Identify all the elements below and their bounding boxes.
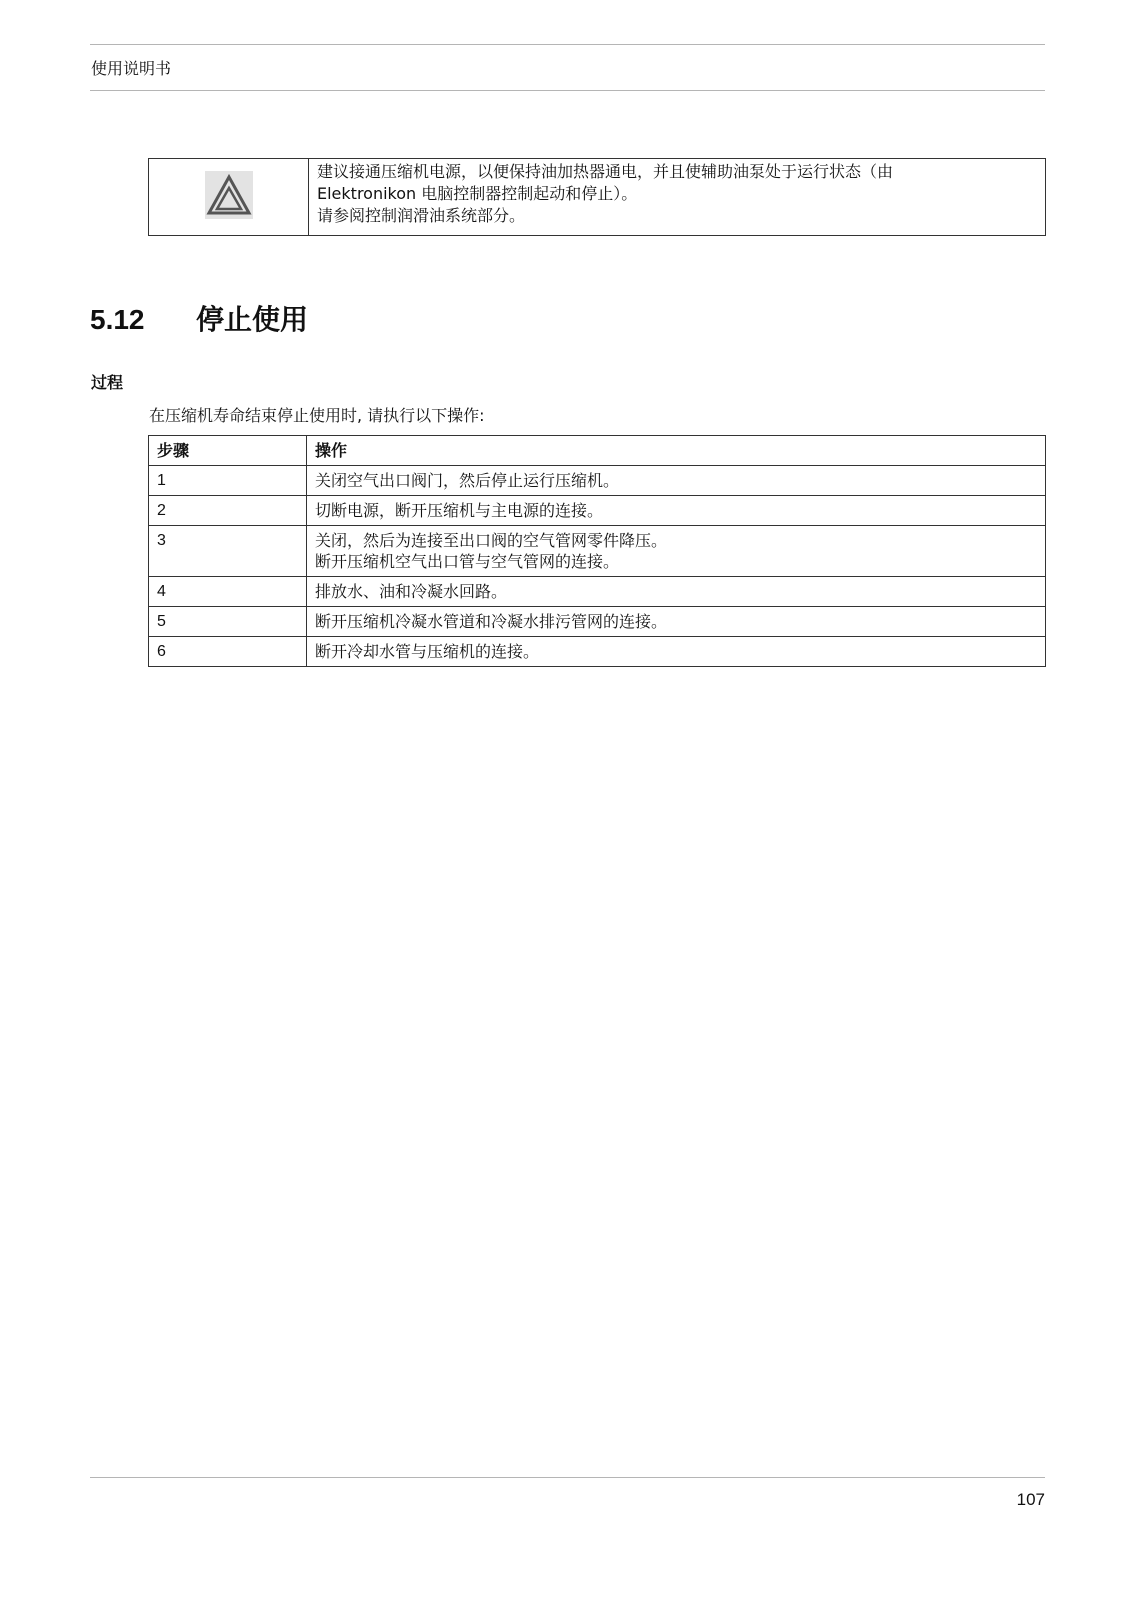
step-action [307, 526, 1046, 577]
table-header-row [149, 436, 1046, 466]
table-row [149, 526, 1046, 577]
step-action [307, 607, 1046, 637]
step-action [307, 496, 1046, 526]
action-line: 断开压缩机冷凝水管道和冷凝水排污管网的连接。 [315, 612, 668, 631]
step-number: 1 [149, 466, 307, 496]
column-header-action: 操作 [307, 436, 1046, 466]
note-text [309, 159, 1046, 236]
procedure-heading: 过程 [91, 373, 124, 392]
table-row [149, 466, 1046, 496]
step-action [307, 577, 1046, 607]
note-line: Elektronikon 电脑控制器控制起动和停止）。 [317, 184, 638, 203]
step-action [307, 466, 1046, 496]
procedure-intro: 在压缩机寿命结束停止使用时, 请执行以下操作: [149, 406, 485, 425]
step-number: 5 [149, 607, 307, 637]
action-line: 关闭，然后为连接至出口阀的空气管网零件降压。 [315, 531, 668, 550]
section-heading [90, 298, 308, 338]
step-action [307, 637, 1046, 667]
action-line: 关闭空气出口阀门，然后停止运行压缩机。 [315, 471, 620, 490]
warning-triangle-icon [205, 171, 253, 219]
steps-table [148, 435, 1046, 667]
column-header-step: 步骤 [149, 436, 307, 466]
action-line: 切断电源，断开压缩机与主电源的连接。 [315, 501, 604, 520]
note-icon-cell [149, 159, 309, 236]
section-number: 5.12 [90, 304, 145, 335]
action-line: 断开压缩机空气出口管与空气管网的连接。 [315, 552, 620, 571]
step-number: 6 [149, 637, 307, 667]
section-title: 停止使用 [196, 304, 309, 335]
step-number: 3 [149, 526, 307, 577]
table-row [149, 496, 1046, 526]
step-number: 4 [149, 577, 307, 607]
note-line: 建议接通压缩机电源，以便保持油加热器通电，并且使辅助油泵处于运行状态（由 [317, 162, 894, 181]
action-line: 断开冷却水管与压缩机的连接。 [315, 642, 540, 661]
step-number: 2 [149, 496, 307, 526]
header-top-rule [90, 44, 1045, 45]
footer-rule [90, 1477, 1045, 1478]
table-row [149, 637, 1046, 667]
header-bottom-rule [90, 90, 1045, 91]
table-row [149, 577, 1046, 607]
page-number: 107 [1016, 1490, 1045, 1509]
document-title: 使用说明书 [91, 59, 172, 78]
note-line: 请参阅控制润滑油系统部分。 [317, 206, 526, 225]
note-box [148, 158, 1046, 236]
table-row [149, 607, 1046, 637]
action-line: 排放水、油和冷凝水回路。 [315, 582, 508, 601]
